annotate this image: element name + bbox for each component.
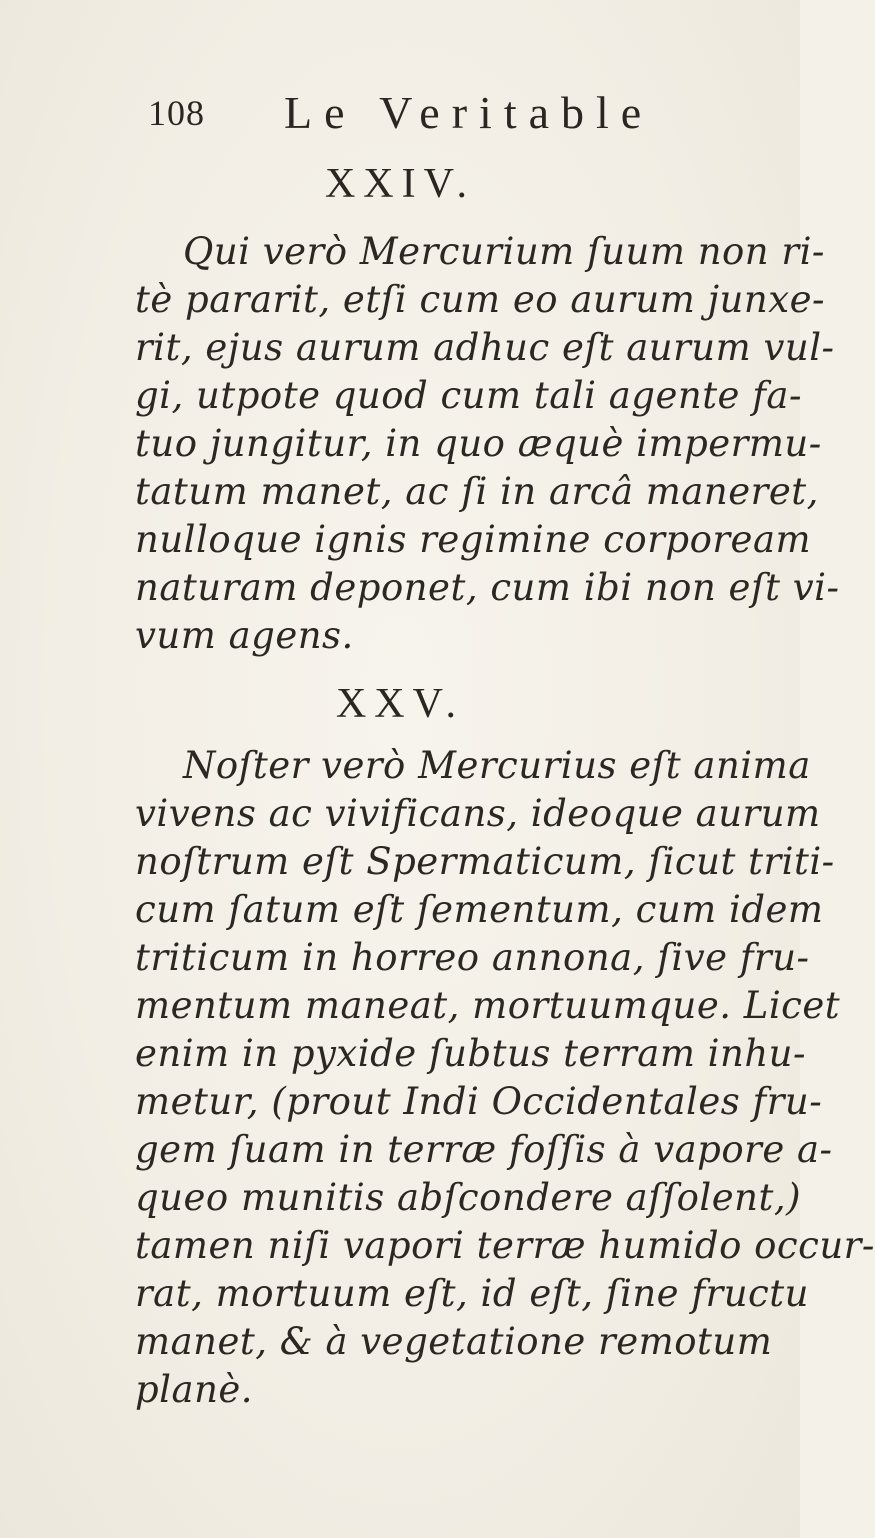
text-line: noſtrum eſt Spermaticum, ſicut triti- — [135, 840, 835, 883]
text-line: rit, ejus aurum adhuc eſt aurum vul- — [135, 326, 835, 369]
page-header — [148, 86, 708, 146]
text-line: vivens ac vivificans, ideoque aurum — [135, 792, 821, 835]
text-line: nulloque ignis regimine corpoream — [135, 518, 812, 561]
text-line: vum agens. — [135, 614, 354, 657]
text-line: enim in pyxide ſubtus terram inhu- — [135, 1032, 806, 1075]
text-line: Noſter verò Mercurius eſt anima — [183, 744, 811, 787]
text-line: cum ſatum eſt ſementum, cum idem — [135, 888, 824, 931]
text-line: manet, & à vegetatione remotum — [135, 1320, 773, 1363]
text-line: metur, (prout Indi Occidentales fru- — [135, 1080, 823, 1123]
paragraph-xxv — [135, 742, 875, 1414]
text-line: planè. — [135, 1368, 254, 1411]
text-line: mentum maneat, mortuumque. Licet — [135, 984, 841, 1027]
text-line: rat, mortuum eſt, id eſt, ſine fructu — [135, 1272, 809, 1315]
text-line: Qui verò Mercurium ſuum non ri- — [183, 230, 825, 273]
text-line: tamen niſi vapori terræ humido occur- — [135, 1224, 875, 1267]
text-line: tatum manet, ac ſi in arcâ maneret, — [135, 470, 819, 513]
running-title: Le Veritable — [284, 87, 654, 138]
text-line: triticum in horreo annona, ſive fru- — [135, 936, 810, 979]
text-line: gi, utpote quod cum tali agente fa- — [135, 374, 802, 417]
text-line: gem ſuam in terræ foſſis à vapore a- — [135, 1128, 833, 1171]
text-line: queo munitis abſcondere aſſolent,) — [135, 1176, 802, 1219]
section-heading-xxiv: XXIV. — [324, 161, 476, 207]
text-line: naturam deponet, cum ibi non eſt vi- — [135, 566, 840, 609]
text-line: tè pararit, etſi cum eo aurum junxe- — [135, 278, 825, 321]
page-number: 108 — [148, 93, 205, 133]
section-heading-xxv: XXV. — [335, 681, 465, 727]
paragraph-xxiv — [135, 228, 840, 660]
text-line: tuo jungitur, in quo æquè impermu- — [135, 422, 822, 465]
